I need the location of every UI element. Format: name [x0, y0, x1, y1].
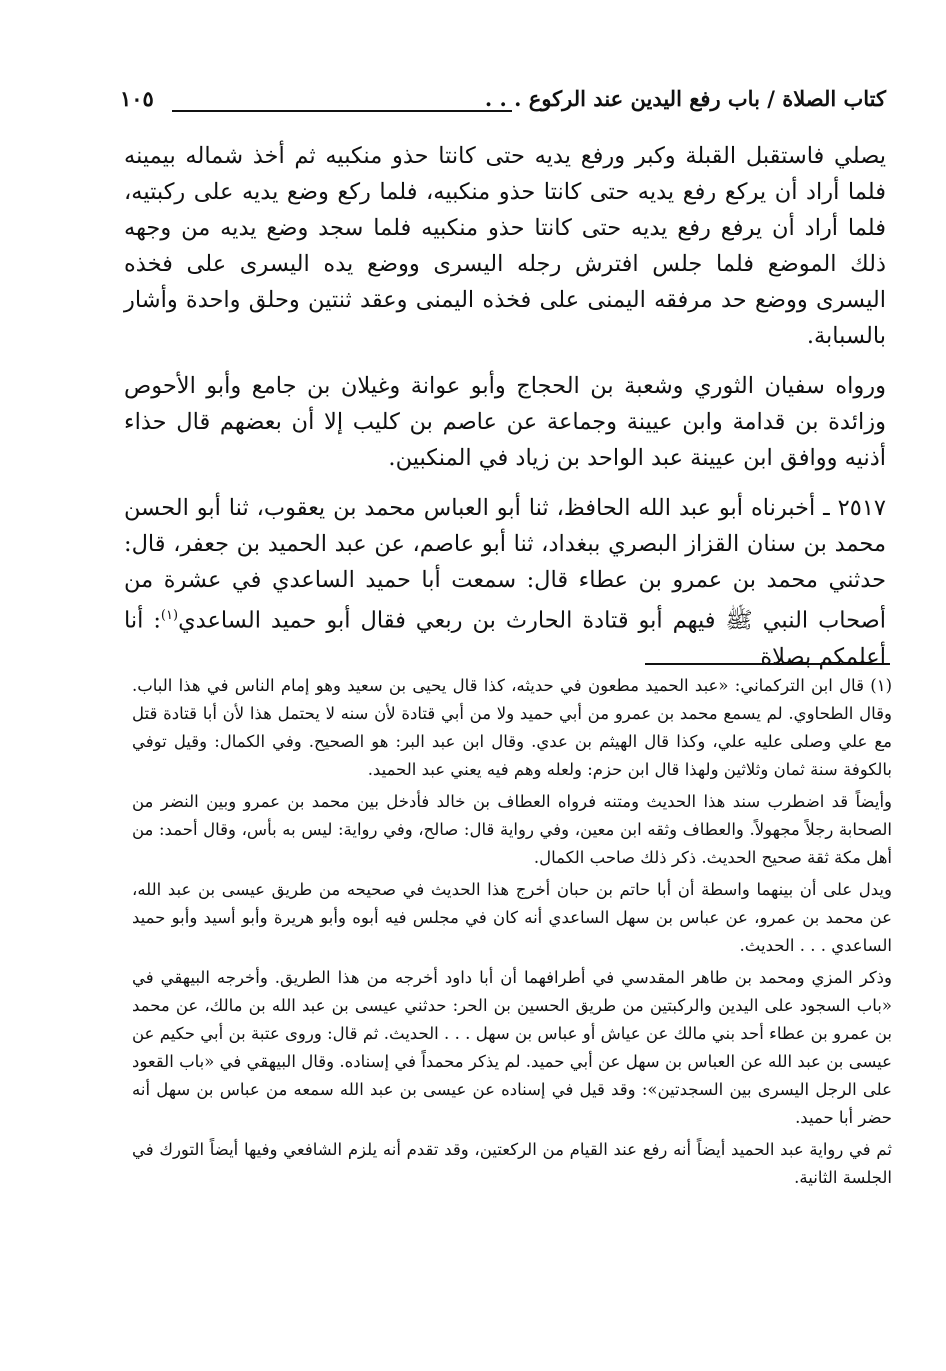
running-header [120, 86, 886, 120]
footnote-paragraph: (١) قال ابن التركماني: «عبد الحميد مطعون في حديثه، كذا قال يحيى بن سعيد وهو إمام الناس في هذا الباب. وقال الطحاوي. لم يسمع محمد بن عمرو من أبي حميد ولا من أبي قتادة لأن سنه لا يحتمل هذا لأن أبا قتادة قتل مع علي وصلى عليه علي، وكذا قال الهيثم بن عدي. وقال ابن عبد البر: هو الصحيح. وفي الكمال: وقيل توفي بالكوفة سنة ثمان وثلاثين ولهذا قال ابن حزم: ولعله وهم فيه يعني عبد الحميد. [132, 676, 892, 779]
footnotes [132, 672, 892, 1196]
main-paragraph: يصلي فاستقبل القبلة وكبر ورفع يديه حتى كانتا حذو منكبيه ثم أخذ شماله بيمينه فلما أراد أن يركع رفع يديه حتى كانتا حذو منكبيه، فلما ركع وضع يديه على ركبتيه، فلما أراد أن يرفع رفع يديه حتى كانتا حذو منكبيه فلما سجد وضع يديه من وجهه ذلك الموضع فلما جلس افترش رجله اليسرى ووضع يده اليسرى على فخذه اليسرى ووضع حد مرفقه اليمنى على فخذه اليمنى وعقد ثنتين وحلق واحدة وأشار بالسبابة. [124, 143, 886, 349]
header-rule [172, 110, 512, 112]
main-paragraph: ورواه سفيان الثوري وشعبة بن الحجاج وأبو عوانة وغيلان بن جامع وأبو الأحوص وزائدة بن قدامة وابن عيينة وجماعة عن عاصم بن كليب إلا أن بعضهم قال حذاء أذنيه ووافق ابن عيينة عبد الواحد بن زياد في المنكبين. [124, 373, 886, 471]
hadith-text-continued: : أنا أعلمكم بصلاة [124, 607, 886, 670]
footnote-paragraph: وذكر المزي ومحمد بن طاهر المقدسي في أطرافهما أن أبا داود أخرجه من هذا الطريق. وأخرجه البيهقي في «باب السجود على اليدين والركبتين من طريق الحسين بن الحر: حدثني عيسى بن عبد الله بن مالك، عن محمد بن عمرو بن عطاء أحد بني مالك عن عياش أو عباس بن سهل . . . الحديث. ثم قال: وروى عتبة بن أبي حكيم عن عيسى بن عبد الله عن العباس بن سهل عن أبي حميد. لم يذكر محمداً في إسناده. وقال البيهقي في «باب القعود على الرجل اليسرى بين السجدتين»: وقد قيل في إسناده عن عيسى بن عبد الله سمعه من عباس بن سهل أنه حضر أبا حميد. [132, 968, 892, 1127]
footnote-reference: (١) [160, 608, 179, 623]
footnote-separator [645, 663, 890, 665]
footnote-paragraph: وأيضاً قد اضطرب سند هذا الحديث ومتنه فرواه العطاف بن خالد فأدخل بين محمد بن عمرو وبين النضر من الصحابة رجلاً مجهولاً. والعطاف وثقه ابن معين، وفي رواية قال: صالح، وفي رواية: ليس به بأس، وقال أحمد: من أهل مكة ثقة صحيح الحديث. ذكر ذلك صاحب الكمال. [132, 792, 892, 867]
footnote-paragraph: ثم في رواية عبد الحميد أيضاً أنه رفع عند القيام من الركعتين، وقد تقدم أنه يلزم الشافعي وفيها أيضاً التورك في الجلسة الثانية. [132, 1140, 892, 1187]
hadith-text: ٢٥١٧ ـ أخبرناه أبو عبد الله الحافظ، ثنا أبو العباس محمد بن يعقوب، ثنا أبو الحسن محمد بن سنان القزاز البصري ببغداد، ثنا أبو عاصم، عن عبد الحميد بن جعفر، قال: حدثني محمد بن عمرو بن عطاء قال: سمعت أبا حميد الساعدي في عشرة من أصحاب النبي ﷺ فيهم أبو قتادة الحارث بن ربعي فقال أبو حميد الساعدي [124, 495, 886, 634]
hadith-paragraph [124, 490, 886, 675]
page-number: ١٠٥ [120, 86, 154, 111]
header-title: كتاب الصلاة / باب رفع اليدين عند الركوع . . . [484, 86, 886, 111]
footnote-paragraph: ويدل على أن بينهما واسطة أن أبا حاتم بن حبان أخرج هذا الحديث في صحيحه من طريق عيسى بن عبد الله، عن محمد بن عمرو، عن عباس بن سهل الساعدي أنه كان في مجلس فيه أبوه وأبو هريرة وأبو أسيد وأبو حميد الساعدي . . . الحديث. [132, 880, 892, 955]
main-text [124, 138, 886, 689]
